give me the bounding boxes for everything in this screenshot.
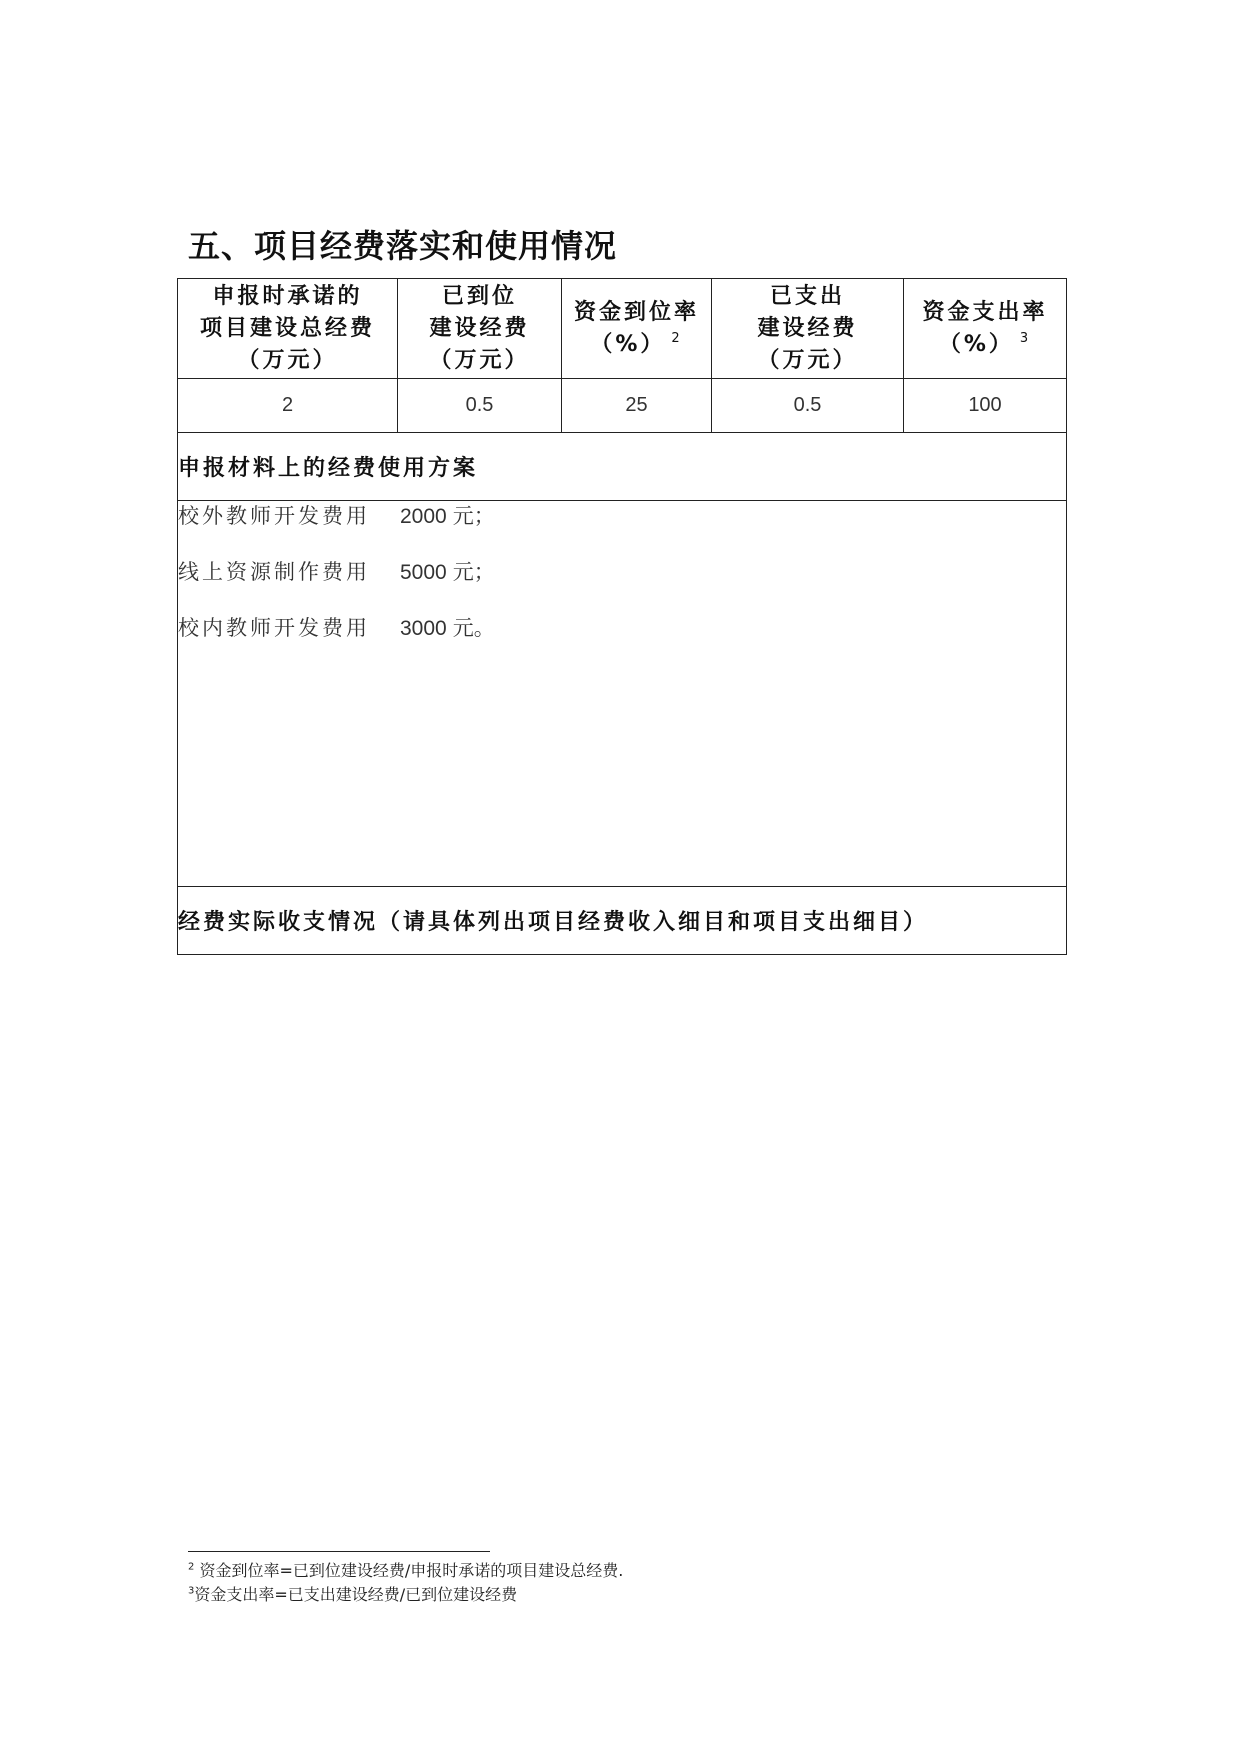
- header-line: 资金支出率: [922, 299, 1048, 325]
- header-row: [178, 279, 1067, 379]
- header-spent-funds: [712, 279, 904, 379]
- footnote-2-text: 资金到位率=已到位建设经费/申报时承诺的项目建设总经费.: [194, 1561, 624, 1580]
- footnote-mark: 2: [671, 331, 683, 347]
- header-line: 资金到位率: [573, 299, 699, 325]
- footnote-3-mark: 3: [188, 1585, 195, 1597]
- header-line: 申报时承诺的: [212, 283, 363, 309]
- header-line: 项目建设总经费: [199, 315, 375, 341]
- plan-section-title: 申报材料上的经费使用方案: [178, 433, 1067, 501]
- value-committed-total: 2: [178, 379, 398, 433]
- value-spent-funds: 0.5: [712, 379, 904, 433]
- header-line: （万元）: [429, 347, 530, 373]
- header-line: 建设经费: [757, 315, 858, 341]
- plan-item-amount: 3000: [400, 617, 447, 640]
- plan-title-row: [178, 433, 1067, 501]
- footnote-2-mark: 2: [188, 1561, 195, 1573]
- header-line: （万元）: [757, 347, 858, 373]
- footnote-3-text: 资金支出率=已支出建设经费/已到位建设经费: [194, 1585, 518, 1604]
- plan-item: [178, 613, 1066, 644]
- header-line: （%）: [590, 331, 666, 357]
- value-received-funds: 0.5: [398, 379, 562, 433]
- footnote-3: [188, 1584, 517, 1606]
- header-committed-total: [178, 279, 398, 379]
- plan-item-unit: 元。: [452, 616, 495, 640]
- footnote-divider: [188, 1551, 490, 1552]
- plan-content: [178, 501, 1067, 887]
- header-line: 建设经费: [429, 315, 530, 341]
- header-spending-rate: [904, 279, 1067, 379]
- actual-section-title: 经费实际收支情况（请具体列出项目经费收入细目和项目支出细目）: [178, 887, 1067, 955]
- plan-content-row: [178, 501, 1067, 887]
- section-title: 五、项目经费落实和使用情况: [188, 227, 618, 265]
- value-funding-rate: 25: [562, 379, 712, 433]
- header-line: 已到位: [441, 283, 517, 309]
- plan-item-name: 线上资源制作费用: [178, 560, 370, 584]
- header-line: （%）: [938, 331, 1014, 357]
- values-row: [178, 379, 1067, 433]
- header-received-funds: [398, 279, 562, 379]
- plan-item: [178, 501, 1066, 532]
- plan-item-name: 校外教师开发费用: [178, 504, 370, 528]
- plan-item-amount: 2000: [400, 505, 447, 528]
- value-spending-rate: 100: [904, 379, 1067, 433]
- budget-table: [177, 278, 1067, 955]
- footnote-mark: 3: [1019, 331, 1032, 347]
- header-line: 已支出: [769, 283, 845, 309]
- plan-item: [178, 557, 1066, 588]
- plan-item-unit: 元；: [452, 560, 495, 584]
- plan-item-unit: 元；: [452, 504, 495, 528]
- plan-item-amount: 5000: [400, 561, 447, 584]
- actual-title-row: [178, 887, 1067, 955]
- header-funding-rate: [562, 279, 712, 379]
- plan-item-name: 校内教师开发费用: [178, 616, 370, 640]
- footnote-2: [188, 1560, 623, 1582]
- header-line: （万元）: [237, 347, 338, 373]
